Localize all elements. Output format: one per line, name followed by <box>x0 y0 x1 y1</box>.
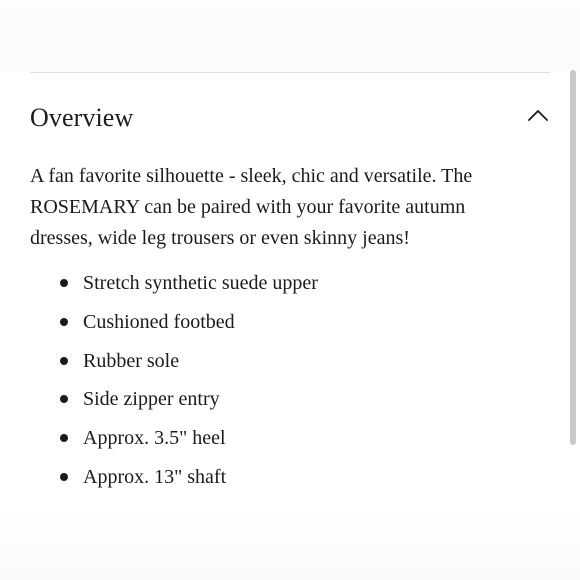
feature-text: Approx. 3.5" heel <box>83 427 226 449</box>
bullet-icon <box>60 395 68 403</box>
feature-item <box>30 264 530 303</box>
top-fade <box>0 0 580 72</box>
bottom-fade <box>0 508 580 580</box>
feature-text: Approx. 13" shaft <box>83 465 227 488</box>
feature-item <box>30 419 530 458</box>
product-description: A fan favorite silhouette - sleek, chic and versatile. The ROSEMARY can be paired with your favorite autumn dresses, wide leg trousers or even skinny jeans! <box>30 165 473 249</box>
feature-text: Side zipper entry <box>83 388 220 411</box>
feature-text: Cushioned footbed <box>83 310 235 333</box>
chevron-up-icon[interactable] <box>528 108 548 122</box>
bullet-icon <box>60 473 68 481</box>
section-divider <box>30 72 550 73</box>
feature-text: Stretch synthetic suede upper <box>83 272 318 294</box>
bullet-icon <box>60 318 68 326</box>
feature-item <box>30 303 530 342</box>
feature-list <box>30 264 530 497</box>
bullet-icon <box>60 434 68 442</box>
feature-item <box>30 380 530 419</box>
bullet-icon <box>60 279 68 287</box>
feature-item <box>30 342 530 381</box>
vertical-scrollbar[interactable] <box>570 70 576 445</box>
section-title: Overview <box>30 103 134 132</box>
overview-accordion-header[interactable] <box>30 98 550 138</box>
feature-item <box>30 458 530 497</box>
feature-text: Rubber sole <box>83 349 180 372</box>
bullet-icon <box>60 357 68 365</box>
